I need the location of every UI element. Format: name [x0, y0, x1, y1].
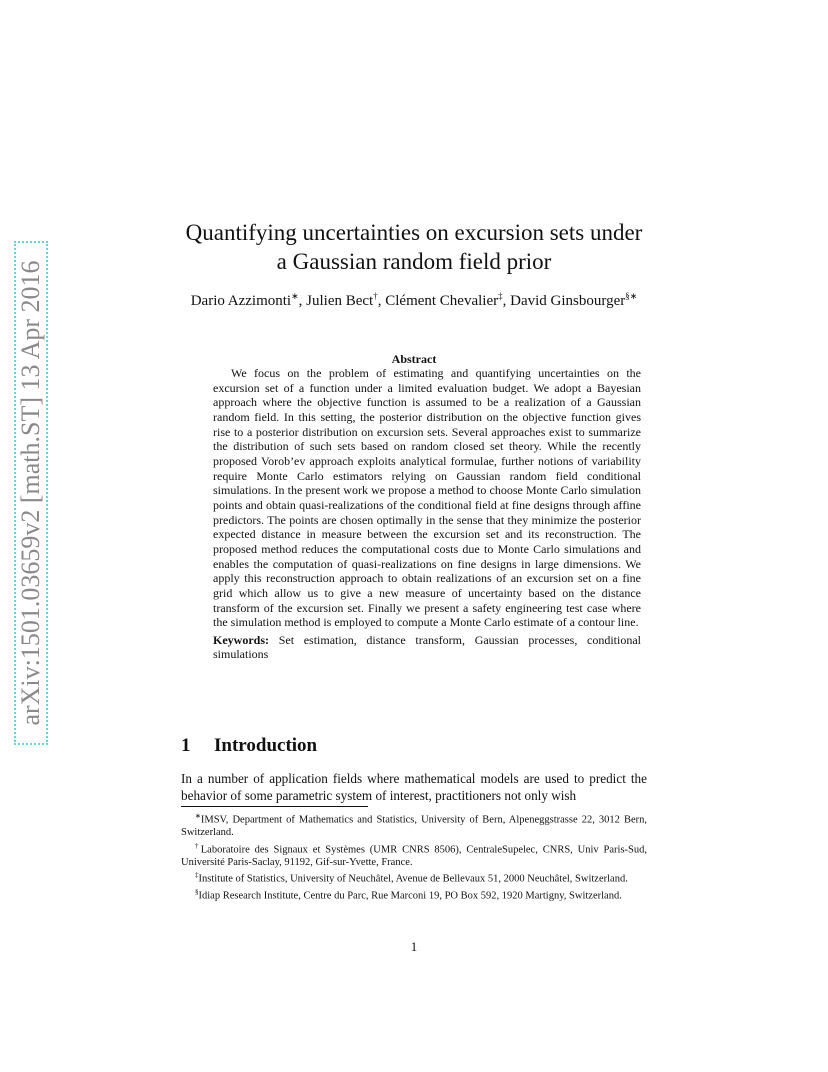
footnote-text: Idiap Research Institute, Centre du Parc, Rue Marconi 19, PO Box 592, 1920 Martigny, Switzerland. — [198, 890, 622, 902]
abstract-heading: Abstract — [391, 352, 437, 366]
abstract-body — [213, 366, 641, 662]
title-line-2: a Gaussian random field prior — [276, 249, 552, 274]
section-title: Introduction — [214, 735, 318, 756]
footnote-mark: § — [195, 888, 199, 897]
author-name: David Ginsbourger — [510, 293, 626, 309]
keywords-label: Keywords: — [213, 632, 269, 647]
footnote — [181, 869, 647, 886]
intro-paragraph: In a number of application fields where mathematical models are used to predict the behavior of some parametric system of interest, practitioners not only wish — [181, 771, 647, 803]
abstract-text: We focus on the problem of estimating and quantifying uncertainties on the excursion set of a function under a limited evaluation budget. We adopt a Bayesian approach where the objective function is assumed to be a realization of a Gaussian random field. In this setting, the posterior distribution on the objective function gives rise to a posterior distribution on excursion sets. Several approaches exist to summarize the distribution of such sets based on random closed set theory. While the recently proposed Vorob’ev approach exploits analytical formulae, further notions of variability require Monte Carlo estimators relying on Gaussian random field conditional simulations. In the present work we propose a method to choose Monte Carlo simulation points and obtain quasi-realizations of the conditional field at fine designs through affine predictors. The points are chosen optimally in the sense that they minimize the posterior expected distance in measure between the excursion set and its reconstruction. The proposed method reduces the computational costs due to Monte Carlo simulations and enables the computation of quasi-realizations on fine designs in large dimensions. We apply this reconstruction approach to obtain realizations of an excursion set on a fine grid which allow us to give a new measure of uncertainty based on the distance transform of the excursion set. Finally we present a safety engineering test case where the simulation method is employed to compute a Monte Carlo estimate of a contour line. — [213, 366, 641, 630]
author-mark: ‡ — [498, 291, 503, 301]
footnote — [181, 840, 647, 870]
footnote-mark: ∗ — [195, 812, 201, 820]
footnotes — [181, 810, 647, 904]
author-name: Clément Chevalier — [385, 293, 499, 309]
title-line-1: Quantifying uncertainties on excursion sets under — [185, 220, 643, 245]
author-separator: , — [298, 293, 303, 309]
section-heading — [181, 735, 317, 757]
paper-title — [160, 218, 668, 276]
footnote-text: IMSV, Department of Mathematics and Statistics, University of Bern, Alpeneggstrasse 22, 3012 Bern, Switzerland. — [181, 814, 647, 839]
keywords — [213, 633, 641, 662]
keywords-text: Set estimation, distance transform, Gaussian processes, conditional simulations — [213, 632, 642, 662]
author-separator: , — [377, 293, 382, 309]
footnote — [181, 810, 647, 840]
footnote-mark: ‡ — [195, 871, 199, 880]
footnote-mark: † — [195, 841, 201, 850]
footnote — [181, 886, 647, 903]
author-separator: , — [502, 293, 507, 309]
author-mark: † — [373, 291, 378, 301]
author-list — [100, 291, 728, 310]
arxiv-stamp — [14, 241, 48, 745]
footnote-rule — [181, 806, 368, 807]
section-number: 1 — [181, 735, 191, 756]
author-name: Julien Bect — [306, 293, 374, 309]
footnote-text: Institute of Statistics, University of Neuchâtel, Avenue de Bellevaux 51, 2000 Neuchâtel, Switzerland. — [198, 873, 628, 885]
footnote-text: Laboratoire des Signaux et Systèmes (UMR CNRS 8506), CentraleSupelec, CNRS, Univ Paris-Sud, Université Paris-Saclay, 91192, Gif-sur-Yvette, France. — [181, 844, 648, 868]
page-number: 1 — [410, 939, 418, 954]
arxiv-stamp-text: arXiv:1501.03659v2 [math.ST] 13 Apr 2016 — [16, 260, 45, 726]
author-name: Dario Azzimonti — [190, 293, 292, 309]
author-mark: §∗ — [625, 291, 638, 301]
author-mark: ∗ — [291, 291, 299, 301]
